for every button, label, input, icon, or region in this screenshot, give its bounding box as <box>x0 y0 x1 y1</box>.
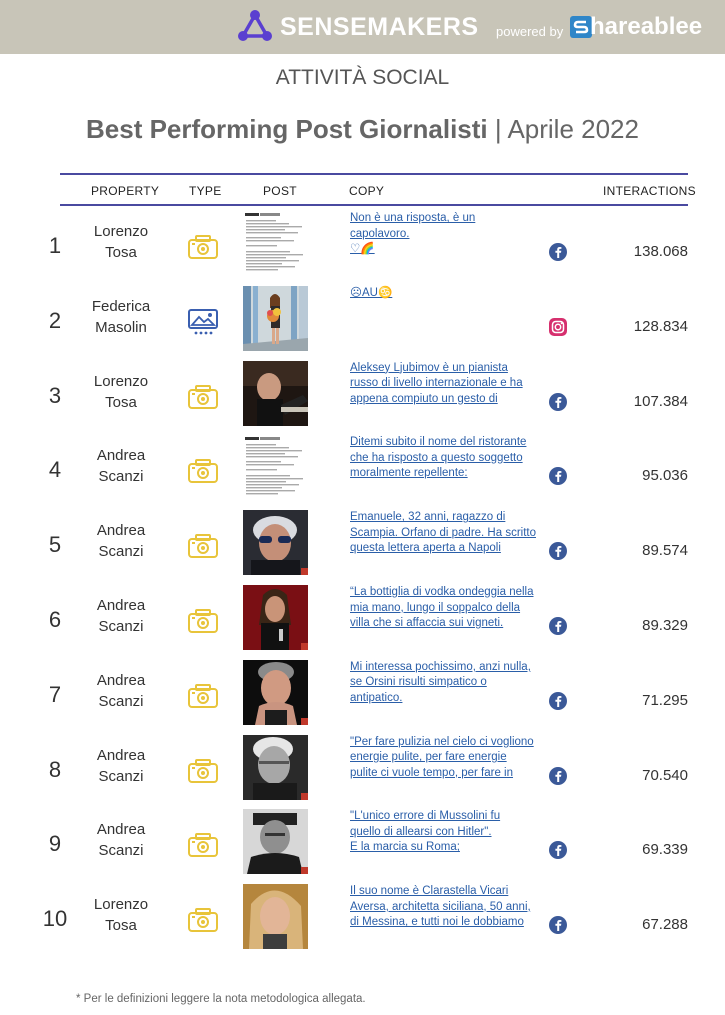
table-row <box>0 735 725 809</box>
camera-icon <box>187 831 219 859</box>
post-copy <box>350 211 540 285</box>
camera-icon <box>187 532 219 560</box>
post-copy-line[interactable]: Il suo nome è Clarastella Vicari <box>350 885 509 898</box>
rank-number: 1 <box>48 233 62 258</box>
property-name <box>80 595 162 637</box>
post-copy <box>350 435 540 509</box>
post-copy <box>350 809 540 883</box>
property-last-name: Scanzi <box>98 767 144 785</box>
interactions-value: 128.834 <box>633 317 688 335</box>
footnote: * Per le definizioni leggere la nota metodologica allegata. <box>76 993 366 1005</box>
post-thumbnail[interactable] <box>243 884 308 949</box>
property-last-name: Tosa <box>105 917 137 935</box>
gallery-icon <box>187 308 219 336</box>
post-thumbnail[interactable] <box>243 435 308 500</box>
rank-number: 9 <box>48 831 62 857</box>
facebook-icon <box>549 617 567 635</box>
camera-icon <box>187 457 219 485</box>
post-copy-line[interactable]: ☹AU♋ <box>350 286 393 299</box>
table-row <box>0 660 725 734</box>
property-first-name: Andrea <box>96 447 146 465</box>
facebook-icon <box>549 542 567 560</box>
post-copy-line[interactable]: quello di allearsi con Hitler". <box>350 825 492 838</box>
post-thumbnail[interactable] <box>243 286 308 351</box>
rank-number: 8 <box>48 756 62 782</box>
post-thumbnail[interactable] <box>243 660 308 725</box>
property-first-name: Andrea <box>96 746 146 764</box>
report-title-separator: | <box>494 114 502 144</box>
table-row <box>0 585 725 659</box>
column-header-post: POST <box>263 184 297 198</box>
interactions-value: 138.068 <box>633 243 688 260</box>
post-copy-line[interactable]: E la marcia su Roma; <box>350 841 460 854</box>
report-title <box>0 114 725 145</box>
column-header-copy: COPY <box>349 184 385 198</box>
property-first-name: Andrea <box>96 821 146 839</box>
post-copy-line[interactable]: questa lettera aperta a Napoli <box>350 542 501 555</box>
post-thumbnail[interactable] <box>243 809 308 874</box>
facebook-icon <box>549 692 567 710</box>
facebook-icon <box>549 467 567 485</box>
post-thumbnail[interactable] <box>243 585 308 650</box>
post-copy-line[interactable]: Scampia. Orfano di padre. Ha scritto <box>350 526 536 539</box>
facebook-icon <box>549 393 567 411</box>
property-name <box>80 221 162 263</box>
property-first-name: Andrea <box>96 671 146 689</box>
facebook-icon <box>549 841 567 859</box>
rank-number: 6 <box>48 607 62 632</box>
property-last-name: Scanzi <box>98 842 144 860</box>
post-copy-line[interactable]: Mi interessa pochissimo, anzi nulla, <box>350 660 531 673</box>
post-copy-line[interactable]: ♡🌈 <box>350 243 375 255</box>
instagram-icon <box>549 318 567 336</box>
post-thumbnail[interactable] <box>243 211 308 276</box>
rank-number: 7 <box>48 681 62 707</box>
camera-icon <box>187 906 219 934</box>
facebook-icon <box>549 767 567 785</box>
property-name <box>80 371 162 413</box>
report-title-period: Aprile 2022 <box>507 114 639 144</box>
interactions-value: 95.036 <box>642 467 688 485</box>
property-first-name: Andrea <box>96 597 146 614</box>
facebook-icon <box>549 243 567 261</box>
post-copy <box>350 361 540 435</box>
post-copy-line[interactable]: russo di livello internazionale e ha <box>350 377 523 390</box>
property-last-name: Tosa <box>105 393 137 411</box>
table-row <box>0 286 725 360</box>
rank-number: 3 <box>48 382 62 408</box>
post-copy-line[interactable]: che ha risposto a questo soggetto <box>350 451 523 464</box>
camera-icon <box>187 757 219 785</box>
post-copy-line[interactable]: Non è una risposta, è un <box>350 212 476 224</box>
post-copy-line[interactable]: “La bottiglia di vodka ondeggia nella <box>350 586 534 598</box>
post-copy-line[interactable]: Aleksey Ljubimov è un pianista <box>350 361 508 374</box>
post-thumbnail[interactable] <box>243 735 308 800</box>
table-row <box>0 510 725 584</box>
post-copy-line[interactable]: Emanuele, 32 anni, ragazzo di <box>350 511 506 524</box>
column-header-type: TYPE <box>189 184 222 198</box>
property-name <box>80 296 162 338</box>
table-header-rule <box>60 204 688 206</box>
property-name <box>80 894 162 936</box>
post-copy <box>350 585 540 659</box>
post-copy-line[interactable]: se Orsini risulti simpatico o <box>350 676 487 689</box>
brand-name: SENSEMAKERS <box>280 13 479 41</box>
camera-icon <box>187 607 219 635</box>
property-last-name: Scanzi <box>98 618 144 635</box>
interactions-value: 107.384 <box>633 392 688 410</box>
table-row <box>0 211 725 285</box>
post-copy-line[interactable]: "L'unico errore di Mussolini fu <box>350 810 501 823</box>
post-copy-line[interactable]: Aversa, architetta siciliana, 50 anni, <box>350 900 531 913</box>
post-copy <box>350 735 540 809</box>
interactions-value: 70.540 <box>642 766 688 784</box>
property-name <box>80 745 162 787</box>
property-name <box>80 819 162 861</box>
post-copy <box>350 884 540 958</box>
camera-icon <box>187 233 219 261</box>
post-copy <box>350 660 540 734</box>
property-last-name: Scanzi <box>98 543 144 561</box>
property-name <box>80 445 162 487</box>
column-header-interactions: INTERACTIONS <box>603 184 696 198</box>
rank-number: 4 <box>48 457 62 483</box>
property-first-name: Lorenzo <box>93 896 149 914</box>
post-thumbnail[interactable] <box>243 510 308 575</box>
table-row <box>0 361 725 435</box>
post-copy <box>350 286 540 360</box>
rank-number: 10 <box>42 906 68 932</box>
post-copy-line[interactable]: villa che si affaccia sui vigneti. <box>350 617 504 629</box>
table-row <box>0 809 725 883</box>
rank-number: 5 <box>48 532 62 558</box>
property-name <box>80 670 162 712</box>
facebook-icon <box>549 916 567 934</box>
post-copy-line[interactable]: di Messina, e tutti noi le dobbiamo <box>350 916 524 929</box>
sensemakers-logo-icon <box>236 8 274 46</box>
partner-name: hareablee <box>590 13 703 40</box>
interactions-value: 89.574 <box>642 542 688 560</box>
post-copy-line[interactable]: Ditemi subito il nome del ristorante <box>350 436 527 449</box>
post-copy-line[interactable]: "Per fare pulizia nel cielo ci vogliono <box>350 735 534 748</box>
property-name <box>80 520 162 562</box>
table-top-rule <box>60 173 688 175</box>
interactions-value: 71.295 <box>642 691 688 709</box>
interactions-value: 69.339 <box>642 841 688 859</box>
section-title: ATTIVITÀ SOCIAL <box>275 66 450 89</box>
report-title-main: Best Performing Post Giornalisti <box>86 114 488 144</box>
brand-header <box>0 0 725 54</box>
property-first-name: Federica <box>91 297 151 315</box>
camera-icon <box>187 682 219 710</box>
post-copy-line[interactable]: pulite ci vuole tempo, per fare in <box>350 766 514 779</box>
property-last-name: Scanzi <box>98 692 144 710</box>
post-copy-line[interactable]: capolavoro. <box>350 227 410 240</box>
shareablee-logo-icon <box>570 16 592 38</box>
post-copy-line[interactable]: moralmente repellente: <box>350 467 468 480</box>
post-thumbnail[interactable] <box>243 361 308 426</box>
property-first-name: Andrea <box>96 522 146 540</box>
post-copy <box>350 510 540 584</box>
table-row <box>0 435 725 509</box>
interactions-value: 89.329 <box>642 617 688 634</box>
post-copy-line[interactable]: antipatico. <box>350 691 403 704</box>
rank-number: 2 <box>48 307 62 333</box>
powered-by-label: powered by <box>496 24 564 39</box>
post-copy-line[interactable]: appena compiuto un gesto di <box>350 392 498 405</box>
property-last-name: Masolin <box>95 318 147 336</box>
property-last-name: Tosa <box>105 244 137 261</box>
interactions-value: 67.288 <box>642 916 688 934</box>
table-row <box>0 884 725 958</box>
property-first-name: Lorenzo <box>93 372 149 390</box>
property-first-name: Lorenzo <box>93 223 149 240</box>
property-last-name: Scanzi <box>98 468 144 486</box>
post-copy-line[interactable]: energie pulite, per fare energie <box>350 751 507 764</box>
column-header-property: PROPERTY <box>91 184 160 198</box>
post-copy-line[interactable]: mia mano, lungo il soppalco della <box>350 601 521 614</box>
camera-icon <box>187 383 219 411</box>
